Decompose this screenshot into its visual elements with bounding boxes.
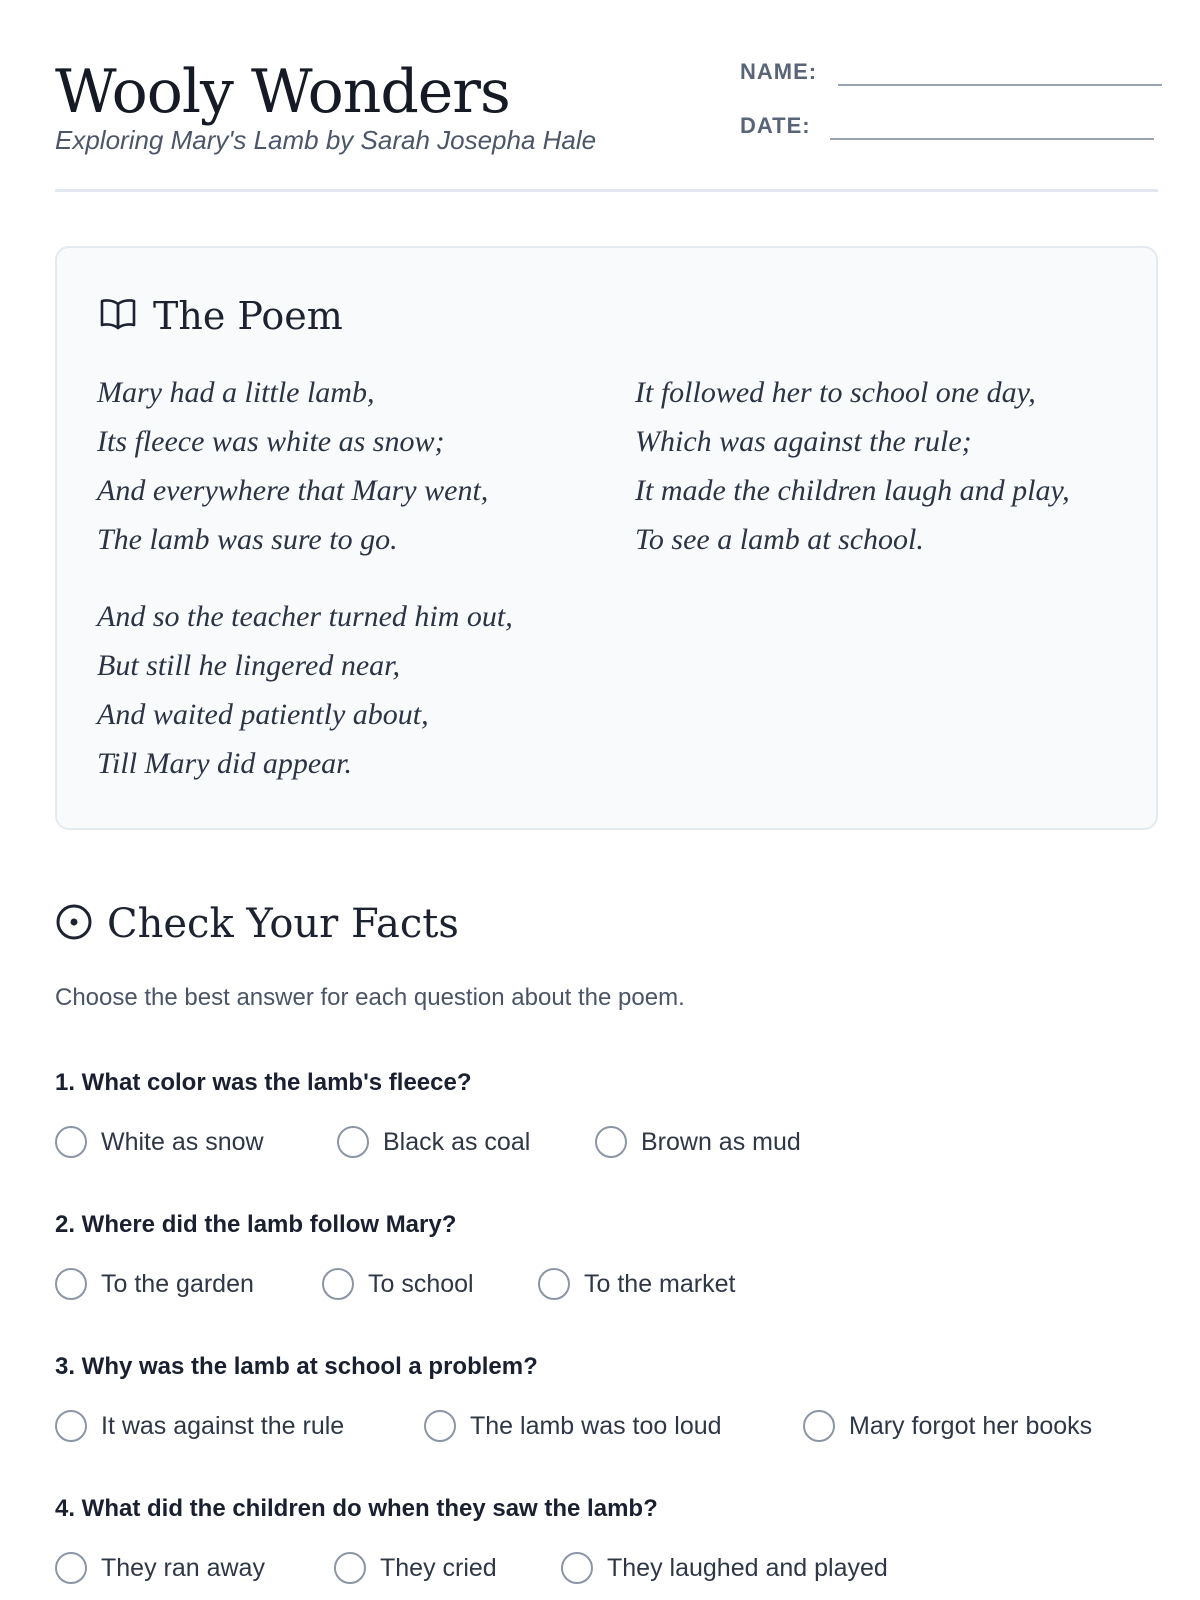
answer-option[interactable] xyxy=(538,1268,735,1300)
answer-option[interactable] xyxy=(561,1552,888,1584)
instructions: Choose the best answer for each question about the poem. xyxy=(55,984,685,1011)
answer-options xyxy=(55,1268,735,1300)
option-label: To the market xyxy=(584,1270,736,1298)
question-text: 3. Why was the lamb at school a problem? xyxy=(55,1353,538,1380)
answer-option[interactable] xyxy=(595,1126,801,1158)
question-text: 4. What did the children do when they saw the lamb? xyxy=(55,1495,658,1522)
poem-line: And so the teacher turned him out, xyxy=(97,600,513,633)
poem-line: And waited patiently about, xyxy=(97,698,429,731)
poem-line: But still he lingered near, xyxy=(97,649,401,682)
question-3 xyxy=(55,1352,1165,1440)
radio-button[interactable] xyxy=(803,1410,835,1442)
radio-button[interactable] xyxy=(55,1552,87,1584)
date-field[interactable] xyxy=(830,114,1154,140)
option-label: Brown as mud xyxy=(641,1128,801,1156)
answer-option[interactable] xyxy=(803,1410,1092,1442)
answer-option[interactable] xyxy=(55,1268,322,1300)
question-4 xyxy=(55,1494,1165,1582)
poem-line: Till Mary did appear. xyxy=(97,747,353,780)
question-text: 1. What color was the lamb's fleece? xyxy=(55,1069,472,1096)
option-label: They ran away xyxy=(101,1554,265,1582)
option-label: They laughed and played xyxy=(607,1554,888,1582)
poem-line: It followed her to school one day, xyxy=(635,376,1036,409)
option-label: The lamb was too loud xyxy=(470,1412,722,1440)
poem-line: Mary had a little lamb, xyxy=(97,376,375,409)
answer-option[interactable] xyxy=(424,1410,803,1442)
radio-button[interactable] xyxy=(55,1410,87,1442)
target-icon xyxy=(55,903,93,946)
poem-line: Its fleece was white as snow; xyxy=(97,425,445,458)
radio-button[interactable] xyxy=(55,1126,87,1158)
radio-button[interactable] xyxy=(424,1410,456,1442)
radio-button[interactable] xyxy=(337,1126,369,1158)
poem-line: Which was against the rule; xyxy=(635,425,972,458)
answer-option[interactable] xyxy=(322,1268,538,1300)
worksheet-header xyxy=(55,58,1158,192)
answer-option[interactable] xyxy=(334,1552,561,1584)
poem-heading-text: The Poem xyxy=(153,294,343,338)
stanza-2 xyxy=(635,368,1070,564)
poem-card xyxy=(55,246,1158,830)
option-label: Mary forgot her books xyxy=(849,1412,1093,1440)
stanza-1 xyxy=(97,368,488,564)
answer-option[interactable] xyxy=(337,1126,595,1158)
facts-heading xyxy=(55,900,459,948)
worksheet-subtitle: Exploring Mary's Lamb by Sarah Josepha Hale xyxy=(55,125,597,155)
date-label: DATE: xyxy=(740,113,811,138)
question-1 xyxy=(55,1068,1165,1156)
radio-button[interactable] xyxy=(538,1268,570,1300)
name-field[interactable] xyxy=(838,60,1162,86)
answer-options xyxy=(55,1126,801,1158)
name-row xyxy=(740,58,1162,86)
open-book-icon xyxy=(99,297,137,336)
worksheet-title: Wooly Wonders xyxy=(55,57,510,127)
option-label: Black as coal xyxy=(383,1128,531,1156)
date-row xyxy=(740,112,1154,140)
answer-options xyxy=(55,1552,888,1584)
answer-option[interactable] xyxy=(55,1126,337,1158)
poem-line: The lamb was sure to go. xyxy=(97,523,398,556)
poem-line: And everywhere that Mary went, xyxy=(97,474,489,507)
answer-option[interactable] xyxy=(55,1552,334,1584)
radio-button[interactable] xyxy=(322,1268,354,1300)
option-label: To the garden xyxy=(101,1270,254,1298)
facts-heading-text: Check Your Facts xyxy=(107,901,459,947)
option-label: It was against the rule xyxy=(101,1412,345,1440)
radio-button[interactable] xyxy=(561,1552,593,1584)
answer-options xyxy=(55,1410,1092,1442)
poem-heading xyxy=(99,292,343,340)
option-label: They cried xyxy=(380,1554,497,1582)
name-label: NAME: xyxy=(740,59,818,84)
option-label: To school xyxy=(368,1270,474,1298)
radio-button[interactable] xyxy=(334,1552,366,1584)
radio-button[interactable] xyxy=(55,1268,87,1300)
answer-option[interactable] xyxy=(55,1410,424,1442)
poem-line: It made the children laugh and play, xyxy=(635,474,1070,507)
radio-button[interactable] xyxy=(595,1126,627,1158)
option-label: White as snow xyxy=(101,1128,264,1156)
poem-line: To see a lamb at school. xyxy=(635,523,924,556)
question-2 xyxy=(55,1210,1165,1298)
stanza-3 xyxy=(97,592,513,788)
question-text: 2. Where did the lamb follow Mary? xyxy=(55,1211,457,1238)
